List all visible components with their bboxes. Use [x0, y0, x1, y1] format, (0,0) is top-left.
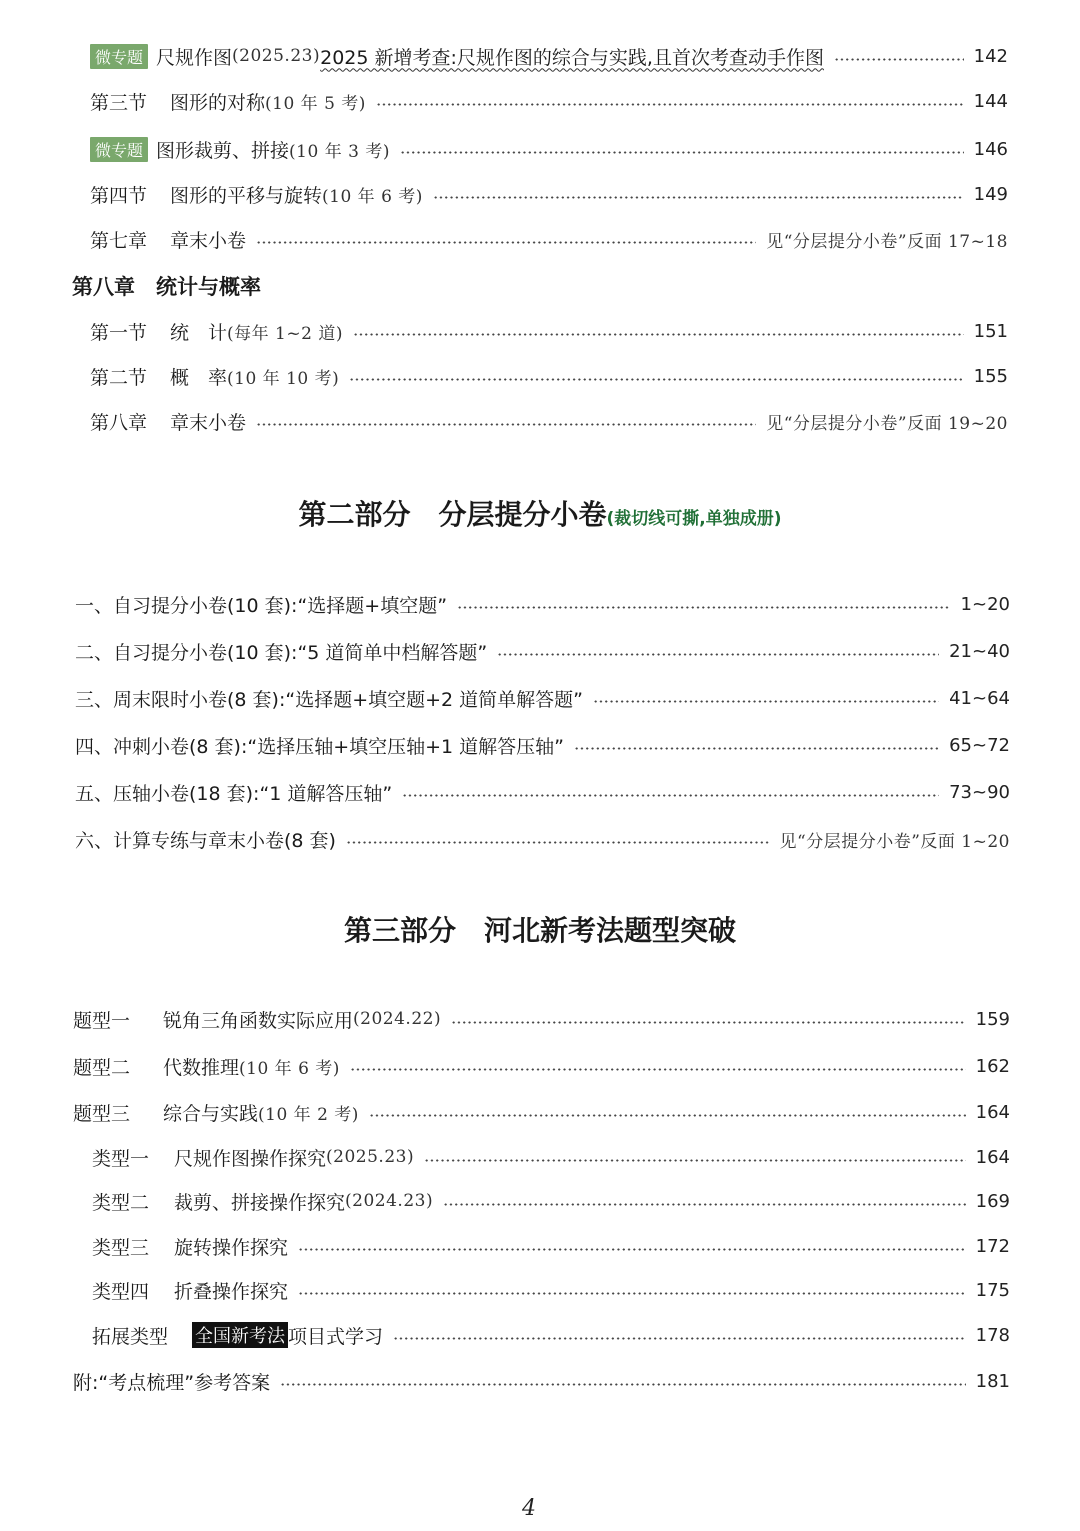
page-range: 21~40 [949, 640, 1010, 662]
dot-leader [298, 1248, 966, 1251]
entry-note: (2024.22) [353, 1009, 442, 1029]
entry-note: (10 年 5 考) [265, 93, 366, 114]
page-range: 73~90 [949, 781, 1010, 803]
dot-leader [451, 1021, 966, 1024]
entry-title: 二、自习提分小卷(10 套):“5 道简单中档解答题” [75, 641, 488, 664]
entry-title: 旋转操作探究 [174, 1236, 289, 1259]
page-number: 169 [975, 1190, 1010, 1212]
page-footer-number: 4 [522, 1496, 536, 1521]
entry-title: 综合与实践 [163, 1102, 259, 1125]
toc-entry[interactable] [90, 84, 1008, 118]
page-range: 41~64 [949, 687, 1010, 709]
part-title: 第三部分 河北新考法题型突破 [343, 914, 736, 947]
page-number: 146 [973, 138, 1008, 160]
page-number: 164 [975, 1101, 1010, 1123]
dot-leader [574, 747, 939, 750]
entry-note: (10 年 2 考) [258, 1104, 359, 1125]
entry-prefix: 题型三 [73, 1102, 131, 1125]
entry-prefix: 类型一 [92, 1147, 150, 1170]
dot-leader [443, 1203, 966, 1206]
dot-leader [350, 1068, 966, 1071]
entry-title: 裁剪、拼接操作探究 [174, 1191, 346, 1214]
entry-note: (2024.23) [345, 1191, 434, 1211]
page-number: 144 [973, 90, 1008, 112]
micro-topic-badge: 微专题 [90, 44, 148, 69]
entry-title: 锐角三角函数实际应用 [163, 1009, 354, 1032]
entry-prefix: 第四节 [90, 184, 148, 207]
entry-prefix: 类型三 [92, 1236, 150, 1259]
entry-prefix: 第二节 [90, 366, 148, 389]
toc-entry[interactable] [73, 1364, 1010, 1398]
entry-title: 概 率 [170, 366, 228, 389]
dot-leader [393, 1337, 966, 1340]
page-reference: 见“分层提分小卷”反面 17~18 [766, 231, 1008, 252]
dot-leader [834, 58, 964, 61]
dot-leader [280, 1383, 966, 1386]
entry-title: 项目式学习 [288, 1325, 384, 1348]
entry-prefix: 第八章 [90, 411, 148, 434]
entry-note: (2025.23) [232, 46, 321, 66]
entry-title: 三、周末限时小卷(8 套):“选择题+填空题+2 道简单解答题” [75, 688, 584, 711]
entry-title: 代数推理 [163, 1056, 240, 1079]
page-range: 1~20 [960, 593, 1010, 615]
entry-title: 尺规作图 [156, 46, 233, 69]
entry-prefix: 第三节 [90, 91, 148, 114]
dot-leader [256, 241, 756, 244]
entry-title: 五、压轴小卷(18 套):“1 道解答压轴” [75, 782, 393, 805]
toc-entry[interactable] [90, 222, 1008, 256]
entry-title: 图形的平移与旋转 [170, 184, 323, 207]
entry-note: (2025.23) [326, 1147, 415, 1167]
toc-entry[interactable] [90, 359, 1008, 393]
toc-entry[interactable] [75, 775, 1010, 809]
entry-prefix: 类型四 [92, 1280, 150, 1303]
dot-leader [353, 333, 964, 336]
toc-entry[interactable] [92, 1140, 1010, 1174]
toc-entry[interactable] [92, 1273, 1010, 1307]
page-number: 164 [975, 1146, 1010, 1168]
toc-entry[interactable] [75, 728, 1010, 762]
toc-entry[interactable] [92, 1318, 1010, 1352]
page-number: 178 [975, 1324, 1010, 1346]
toc-entry[interactable] [90, 404, 1008, 438]
dot-leader [346, 841, 770, 844]
page-number: 162 [975, 1055, 1010, 1077]
dot-leader [298, 1292, 966, 1295]
entry-note: (10 年 6 考) [239, 1058, 340, 1079]
entry-title: 章末小卷 [170, 229, 247, 252]
entry-title: 四、冲刺小卷(8 套):“选择压轴+填空压轴+1 道解答压轴” [75, 735, 565, 758]
entry-note: (每年 1~2 道) [227, 323, 343, 344]
entry-title: 一、自习提分小卷(10 套):“选择题+填空题” [75, 594, 448, 617]
part-heading [0, 909, 1080, 949]
toc-entry[interactable] [73, 1002, 1010, 1036]
entry-title: 六、计算专练与章末小卷(8 套) [75, 829, 336, 852]
page-range: 65~72 [949, 734, 1010, 756]
entry-title: 章末小卷 [170, 411, 247, 434]
page-number: 142 [973, 45, 1008, 67]
entry-prefix: 题型一 [73, 1009, 131, 1032]
page-number: 181 [975, 1370, 1010, 1392]
entry-prefix: 拓展类型 [92, 1325, 169, 1348]
page-number: 151 [973, 320, 1008, 342]
dot-leader [256, 423, 756, 426]
page-number: 159 [975, 1008, 1010, 1030]
page-reference: 见“分层提分小卷”反面 1~20 [779, 831, 1010, 852]
part-note: (裁切线可撕,单独成册) [606, 509, 782, 529]
entry-title: 附:“考点梳理”参考答案 [73, 1371, 271, 1394]
toc-entry[interactable] [75, 634, 1010, 668]
toc-entry[interactable] [75, 681, 1010, 715]
toc-entry[interactable] [73, 1049, 1010, 1083]
entry-prefix: 题型二 [73, 1056, 131, 1079]
entry-prefix: 第七章 [90, 229, 148, 252]
entry-prefix: 第一节 [90, 321, 148, 344]
page-number: 155 [973, 365, 1008, 387]
page-number: 149 [973, 183, 1008, 205]
part-heading [0, 493, 1080, 533]
entry-title: 折叠操作探究 [174, 1280, 289, 1303]
page-number: 172 [975, 1235, 1010, 1257]
dot-leader [593, 700, 939, 703]
toc-entry[interactable] [90, 177, 1008, 211]
page-number: 175 [975, 1279, 1010, 1301]
toc-entry[interactable] [75, 822, 1010, 856]
dot-leader [424, 1159, 966, 1162]
dot-leader [349, 378, 963, 381]
entry-note: (10 年 10 考) [227, 368, 340, 389]
toc-entry[interactable] [75, 587, 1010, 621]
dot-leader [457, 606, 950, 609]
toc-entry[interactable] [90, 132, 1008, 166]
dot-leader [433, 196, 964, 199]
toc-entry[interactable] [73, 1095, 1010, 1129]
part-title: 第二部分 分层提分小卷 [298, 498, 607, 531]
chapter-heading: 第八章 统计与概率 [72, 275, 261, 299]
dot-leader [497, 653, 939, 656]
dot-leader [376, 103, 964, 106]
toc-entry[interactable] [90, 39, 1008, 73]
entry-note: (10 年 3 考) [289, 141, 390, 162]
page-reference: 见“分层提分小卷”反面 19~20 [766, 413, 1008, 434]
dot-leader [369, 1114, 966, 1117]
entry-title: 图形裁剪、拼接 [156, 139, 290, 162]
entry-title: 统 计 [170, 321, 228, 344]
toc-entry[interactable] [90, 314, 1008, 348]
entry-title: 尺规作图操作探究 [174, 1147, 327, 1170]
dot-leader [402, 794, 939, 797]
entry-note: (10 年 6 考) [322, 186, 423, 207]
new-exam-badge: 全国新考法 [192, 1322, 288, 1348]
entry-prefix: 类型二 [92, 1191, 150, 1214]
dot-leader [400, 151, 964, 154]
micro-topic-badge: 微专题 [90, 137, 148, 162]
toc-entry[interactable] [92, 1229, 1010, 1263]
toc-entry[interactable] [92, 1184, 1010, 1218]
entry-title: 图形的对称 [170, 91, 266, 114]
entry-highlight: 2025 新增考查:尺规作图的综合与实践,且首次考查动手作图 [320, 46, 824, 69]
